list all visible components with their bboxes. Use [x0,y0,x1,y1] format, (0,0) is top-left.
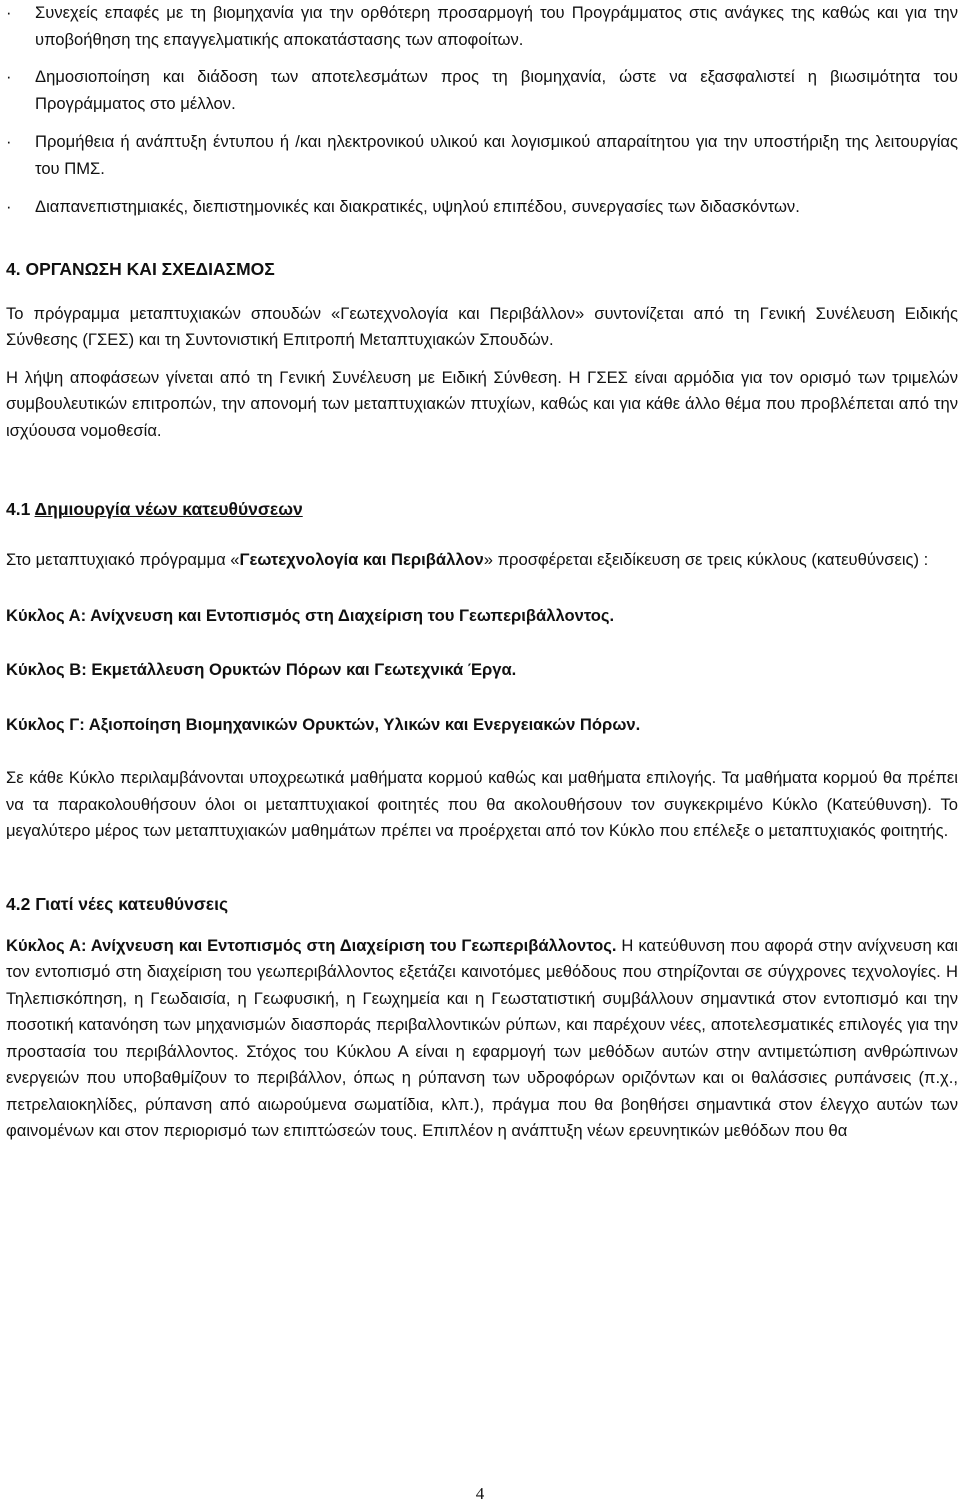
subsection-title: Γιατί νέες κατευθύνσεις [35,893,229,914]
section-paragraph: Σε κάθε Κύκλο περιλαμβάνονται υποχρεωτικά μαθήματα κορμού καθώς και μαθήματα επιλογής. Τα μαθήματα κορμού θα πρέπει να τα παρακολουθήσουν όλοι οι μεταπτυχιακοί φοιτητές που θα ακολουθήσουν τον συγκεκριμένο Κύκλο (Κατεύθυνση). Το μεγαλύτερο μέρος των μεταπτυχιακών μαθημάτων πρέπει να προέρχεται από τον Κύκλο που επέλεξε ο μεταπτυχιακός φοιτητής. [6,768,958,840]
page-number: 4 [475,1484,485,1503]
cycle-a: Κύκλος Α: Ανίχνευση και Εντοπισμός στη Διαχείριση του Γεωπεριβάλλοντος. [6,605,615,625]
bullet-text: Διαπανεπιστημιακές, διεπιστημονικές και διακρατικές, υψηλού επιπέδου, συνεργασίες των διδασκόντων. [35,197,800,216]
section-paragraph [6,933,958,1145]
bullet-text: Προμήθεια ή ανάπτυξη έντυπου ή /και ηλεκτρονικού υλικού και λογισμικού απαραίτητου για την υποστήριξη της λειτουργίας του ΠΜΣ. [35,132,958,178]
paragraph-text: Η κατεύθυνση που αφορά στην ανίχνευση και τον εντοπισμό στη διαχείριση του γεωπεριβάλλοντος εξετάζει καινοτόμες μεθόδους που στηρίζονται σε σύγχρονες τεχνολογίες. Η Τηλεπισκόπηση, η Γεωδαισία, η Γεωφυσική, η Γεωχημεία και η Γεωστατιστική συμβάλλουν σημαντικά στον εντοπισμό και την ποσοτική κατανόηση των μηχανισμών διασποράς περιβαλλοντικών ρύπων, και παρέχουν νέες, αποτελεσματικές επιλογές για την προστασία του περιβάλλοντος. Στόχος του Κύκλου Α είναι η εφαρμογή των μεθόδων αυτών στην αντιμετώπιση ανθρώπινων ενεργειών που υποβαθμίζουν το περιβάλλον, όπως η ρύπανση των υδροφόρων οριζόντων και οι θαλάσσιες ρυπάνσεις (π.χ., πετρελαιοκηλίδες, ρύπανση από αιωρούμενα σωματίδια, κλπ.), πράγμα που θα βοηθήσει σημαντικά στον έλεγχο αυτών των φαινομένων και στον περιορισμό των επιπτώσεών τους. Επιπλέον η ανάπτυξη νέων ερευνητικών μεθόδων που θα [6,935,958,1140]
section-heading: 4. ΟΡΓΑΝΩΣΗ ΚΑΙ ΣΧΕΔΙΑΣΜΟΣ [6,258,275,279]
subsection-heading [6,496,958,522]
bullet-item [6,129,958,182]
page-content [6,0,958,1145]
bullet-text: Δημοσιοποίηση και διάδοση των αποτελεσμάτων προς τη βιομηχανία, ώστε να εξασφαλιστεί η βιωσιμότητα του Προγράμματος στο μέλλον. [35,67,958,113]
intro-text: Στο μεταπτυχιακό πρόγραμμα « [6,550,240,569]
cycle-b: Κύκλος Β: Εκμετάλλευση Ορυκτών Πόρων και Γεωτεχνικά Έργα. [6,660,517,679]
program-name: Γεωτεχνολογία και Περιβάλλον [239,550,484,569]
intro-text: » προσφέρεται εξειδίκευση σε τρεις κύκλους (κατευθύνσεις) : [483,550,929,569]
bullet-marker: · [6,132,12,151]
subsection-number: 4.1 [6,499,31,519]
bullet-marker: · [6,3,12,22]
bullet-marker: · [6,197,12,216]
subsection-number: 4.2 [6,893,31,914]
cycle-a-lead: Κύκλος Α: Ανίχνευση και Εντοπισμός στη Διαχείριση του Γεωπεριβάλλοντος. [6,935,617,955]
cycle-c: Κύκλος Γ: Αξιοποίηση Βιομηχανικών Ορυκτών, Υλικών και Ενεργειακών Πόρων. [6,714,641,734]
bullet-item [6,64,958,117]
bullet-item [6,0,958,53]
section-paragraph: Το πρόγραμμα μεταπτυχιακών σπουδών «Γεωτεχνολογία και Περιβάλλον» συντονίζεται από τη Γενική Συνέλευση Ειδικής Σύνθεσης (ΓΣΕΣ) και τη Συντονιστική Επιτροπή Μεταπτυχιακών Σπουδών. [6,303,958,349]
intro-paragraph [6,547,958,574]
bullet-item [6,194,958,221]
section-paragraph: Η λήψη αποφάσεων γίνεται από τη Γενική Συνέλευση με Ειδική Σύνθεση. Η ΓΣΕΣ είναι αρμόδια για τον ορισμό των τριμελών συμβουλευτικών επιτροπών, την απονομή των μεταπτυχιακών πτυχίων, καθώς και για κάθε άλλο θέμα που προβλέπεται από την ισχύουσα νομοθεσία. [6,367,958,440]
bullet-text: Συνεχείς επαφές με τη βιομηχανία για την ορθότερη προσαρμογή του Προγράμματος στις ανάγκες της καθώς και για την υποβοήθηση της επαγγελματικής αποκατάστασης των αποφοίτων. [35,3,958,49]
bullet-marker: · [6,67,12,86]
subsection-title: Δημιουργία νέων κατευθύνσεων [34,499,303,519]
subsection-heading [6,891,958,917]
